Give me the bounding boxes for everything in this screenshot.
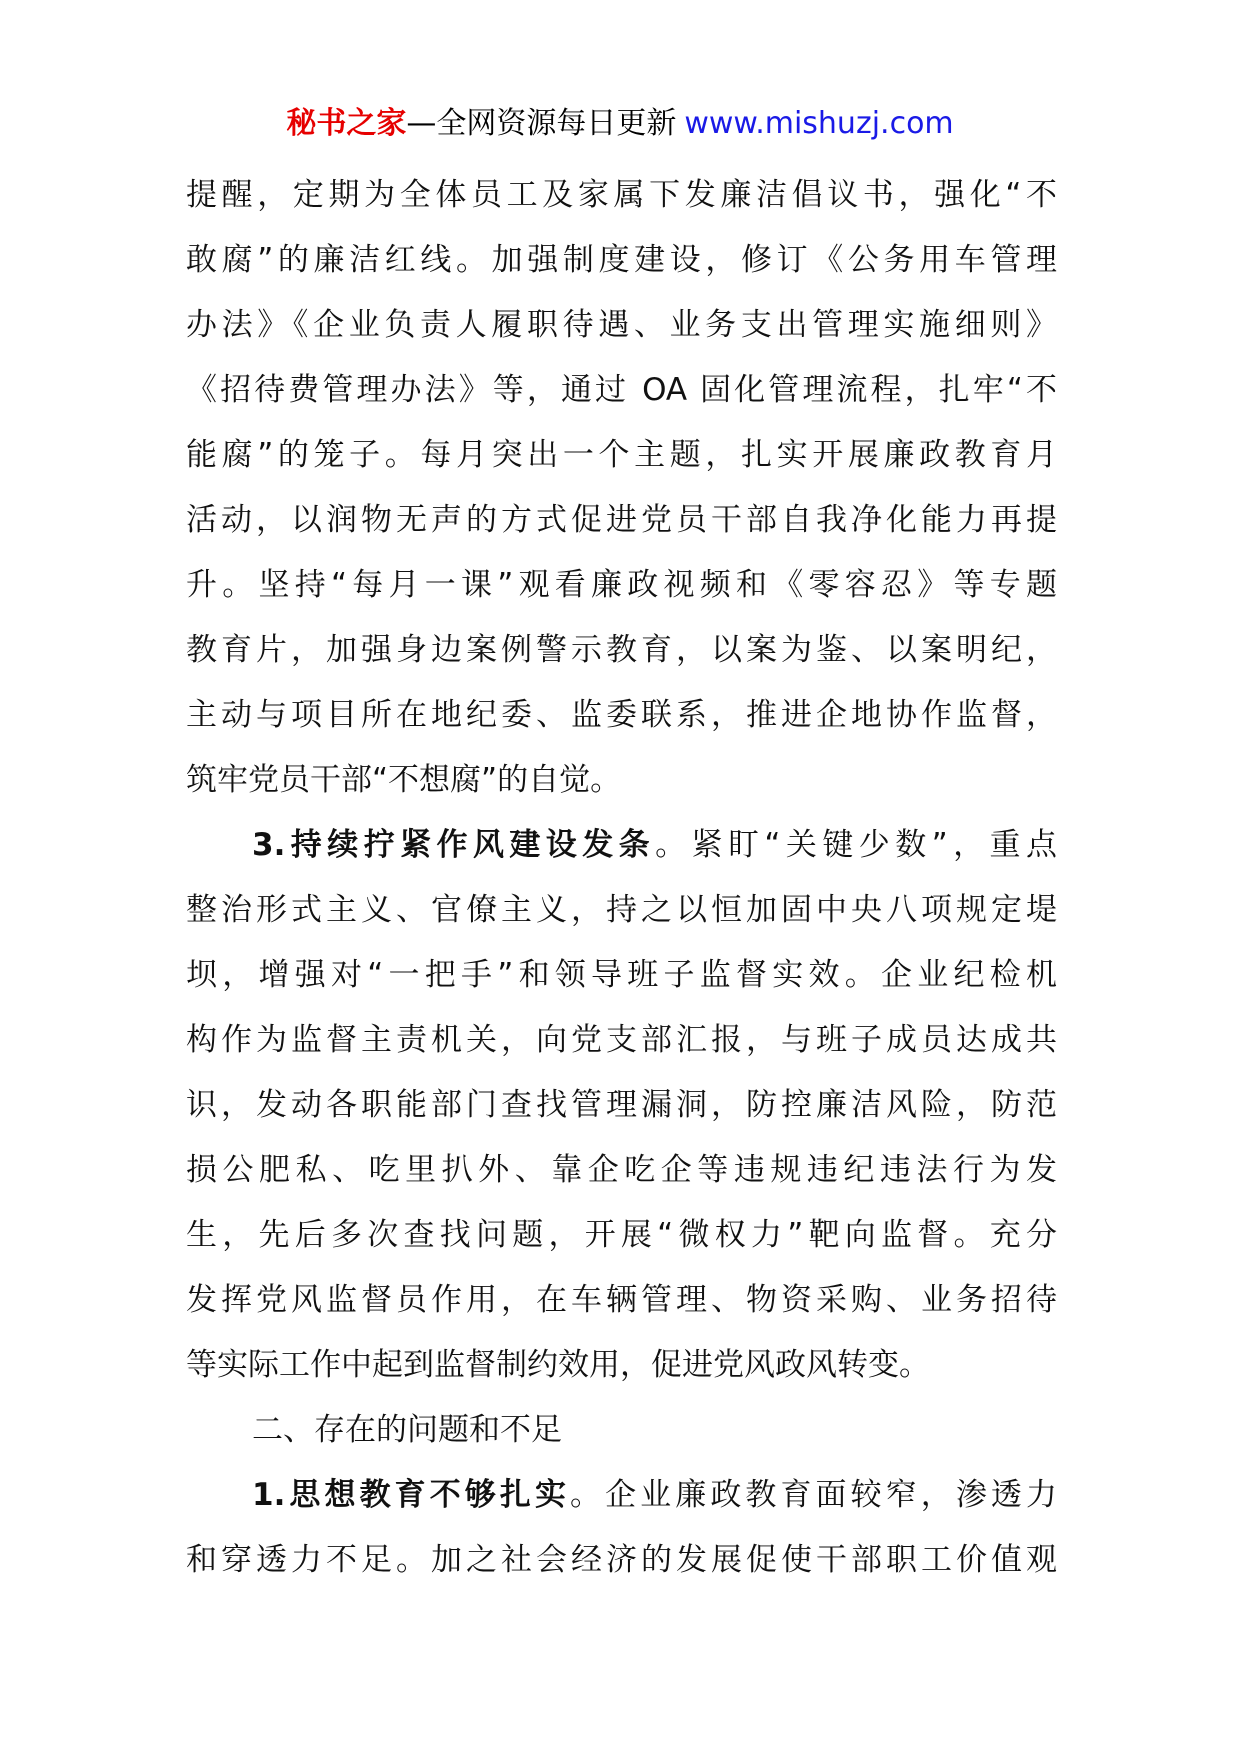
paragraph-line: 能腐”的笼子。每月突出一个主题，扎实开展廉政教育月 — [186, 437, 1057, 473]
paragraph-line: 整治形式主义、官僚主义，持之以恒加固中央八项规定堤 — [186, 892, 1057, 928]
paragraph-line: 《招待费管理办法》等，通过 OA 固化管理流程，扎牢“不 — [186, 372, 1057, 408]
paragraph-line: 教育片，加强身边案例警示教育，以案为鉴、以案明纪， — [186, 632, 1057, 668]
paragraph-line: 坝，增强对“一把手”和领导班子监督实效。企业纪检机 — [186, 957, 1057, 993]
document-body — [186, 163, 1057, 1593]
paragraph-line: 构作为监督主责机关，向党支部汇报，与班子成员达成共 — [186, 1022, 1057, 1058]
header-tagline: —全网资源每日更新 — [406, 106, 677, 141]
section-heading-problems: 二、存在的问题和不足 — [252, 1412, 562, 1448]
problem-1-heading: 1.思想教育不够扎实 — [252, 1477, 571, 1513]
section-3-heading: 3.持续拧紧作风建设发条 — [252, 827, 656, 863]
site-url-link[interactable]: www.mishuzj.com — [684, 106, 954, 141]
section-3-first-line — [186, 813, 1057, 878]
page-header — [0, 102, 1240, 146]
paragraph-line: 等实际工作中起到监督制约效用，促进党风政风转变。 — [186, 1347, 930, 1383]
paragraph-line: 筑牢党员干部“不想腐”的自觉。 — [186, 762, 622, 798]
paragraph-line: 损公肥私、吃里扒外、靠企吃企等违规违纪违法行为发 — [186, 1152, 1057, 1188]
paragraph-line: 升。坚持“每月一课”观看廉政视频和《零容忍》等专题 — [186, 567, 1057, 603]
paragraph-line: 敢腐”的廉洁红线。加强制度建设，修订《公务用车管理 — [186, 242, 1057, 278]
paragraph-line: 活动，以润物无声的方式促进党员干部自我净化能力再提 — [186, 502, 1057, 538]
problem-1-lead: 。企业廉政教育面较窄，渗透力 — [570, 1477, 1057, 1513]
paragraph-line: 办法》《企业负责人履职待遇、业务支出管理实施细则》 — [186, 307, 1057, 343]
paragraph-line: 提醒，定期为全体员工及家属下发廉洁倡议书，强化“不 — [186, 177, 1057, 213]
paragraph-line: 发挥党风监督员作用，在车辆管理、物资采购、业务招待 — [186, 1282, 1057, 1318]
section-3-lead: 。紧盯“关键少数”，重点 — [655, 827, 1057, 863]
paragraph-line: 和穿透力不足。加之社会经济的发展促使干部职工价值观 — [186, 1542, 1057, 1578]
paragraph-line: 识，发动各职能部门查找管理漏洞，防控廉洁风险，防范 — [186, 1087, 1057, 1123]
paragraph-line: 生，先后多次查找问题，开展“微权力”靶向监督。充分 — [186, 1217, 1057, 1253]
problem-1-first-line — [186, 1463, 1057, 1528]
brand-name: 秘书之家 — [286, 106, 407, 141]
paragraph-line: 主动与项目所在地纪委、监委联系，推进企地协作监督， — [186, 697, 1057, 733]
